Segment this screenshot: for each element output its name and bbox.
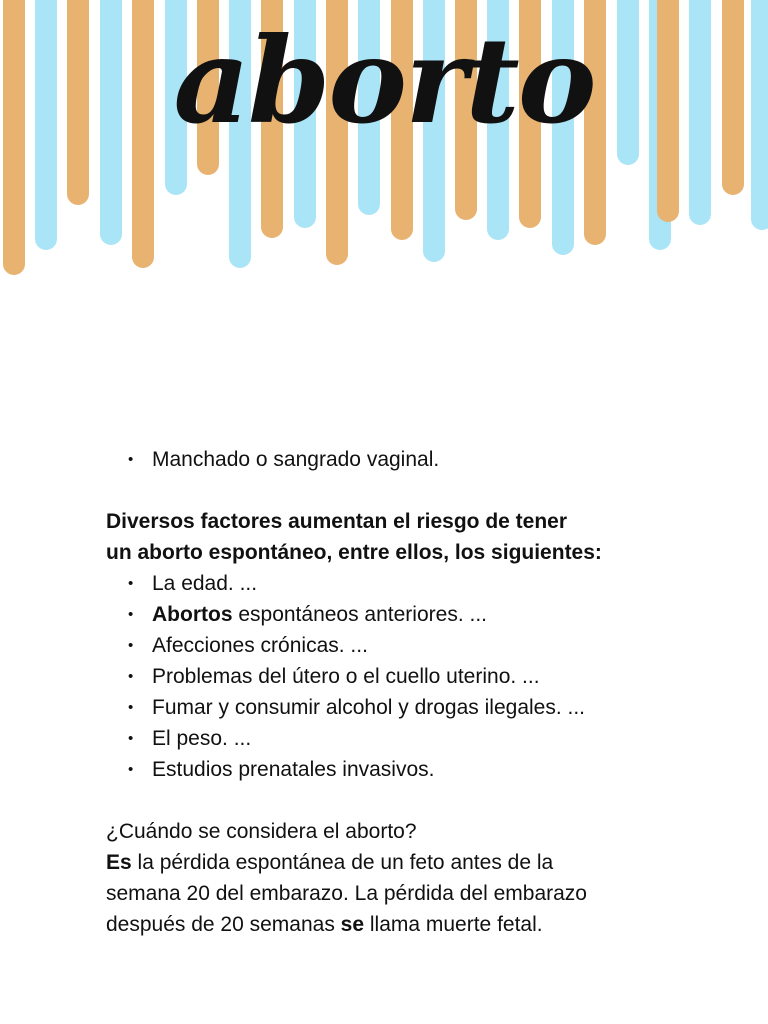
content-body	[106, 444, 746, 940]
list-item: • Afecciones crónicas. ...	[106, 630, 746, 661]
risk-heading-line1: Diversos factores aumentan el riesgo de tener	[106, 510, 568, 533]
list-item: • Estudios prenatales invasivos.	[106, 754, 746, 785]
list-item: • El peso. ...	[106, 723, 746, 754]
page-title: aborto	[173, 11, 595, 150]
list-item: • Manchado o sangrado vaginal.	[106, 444, 746, 475]
list-item: • La edad. ...	[106, 568, 746, 599]
header-banner	[0, 0, 768, 300]
symptom-list	[106, 444, 746, 475]
risk-heading	[106, 506, 746, 568]
question-text: ¿Cuándo se considera el aborto?	[106, 820, 417, 843]
list-item: • Fumar y consumir alcohol y drogas ilegales. ...	[106, 692, 746, 723]
list-item: • Abortos espontáneos anteriores. ...	[106, 599, 746, 630]
answer-paragraph: Es la pérdida espontánea de un feto antes de la semana 20 del embarazo. La pérdida del embarazo después de 20 semanas se llama muerte fetal.	[106, 851, 587, 936]
list-item: • Problemas del útero o el cuello uterino. ...	[106, 661, 746, 692]
risk-heading-line2: un aborto espontáneo, entre ellos, los siguientes:	[106, 541, 602, 564]
risk-factor-list	[106, 568, 746, 785]
